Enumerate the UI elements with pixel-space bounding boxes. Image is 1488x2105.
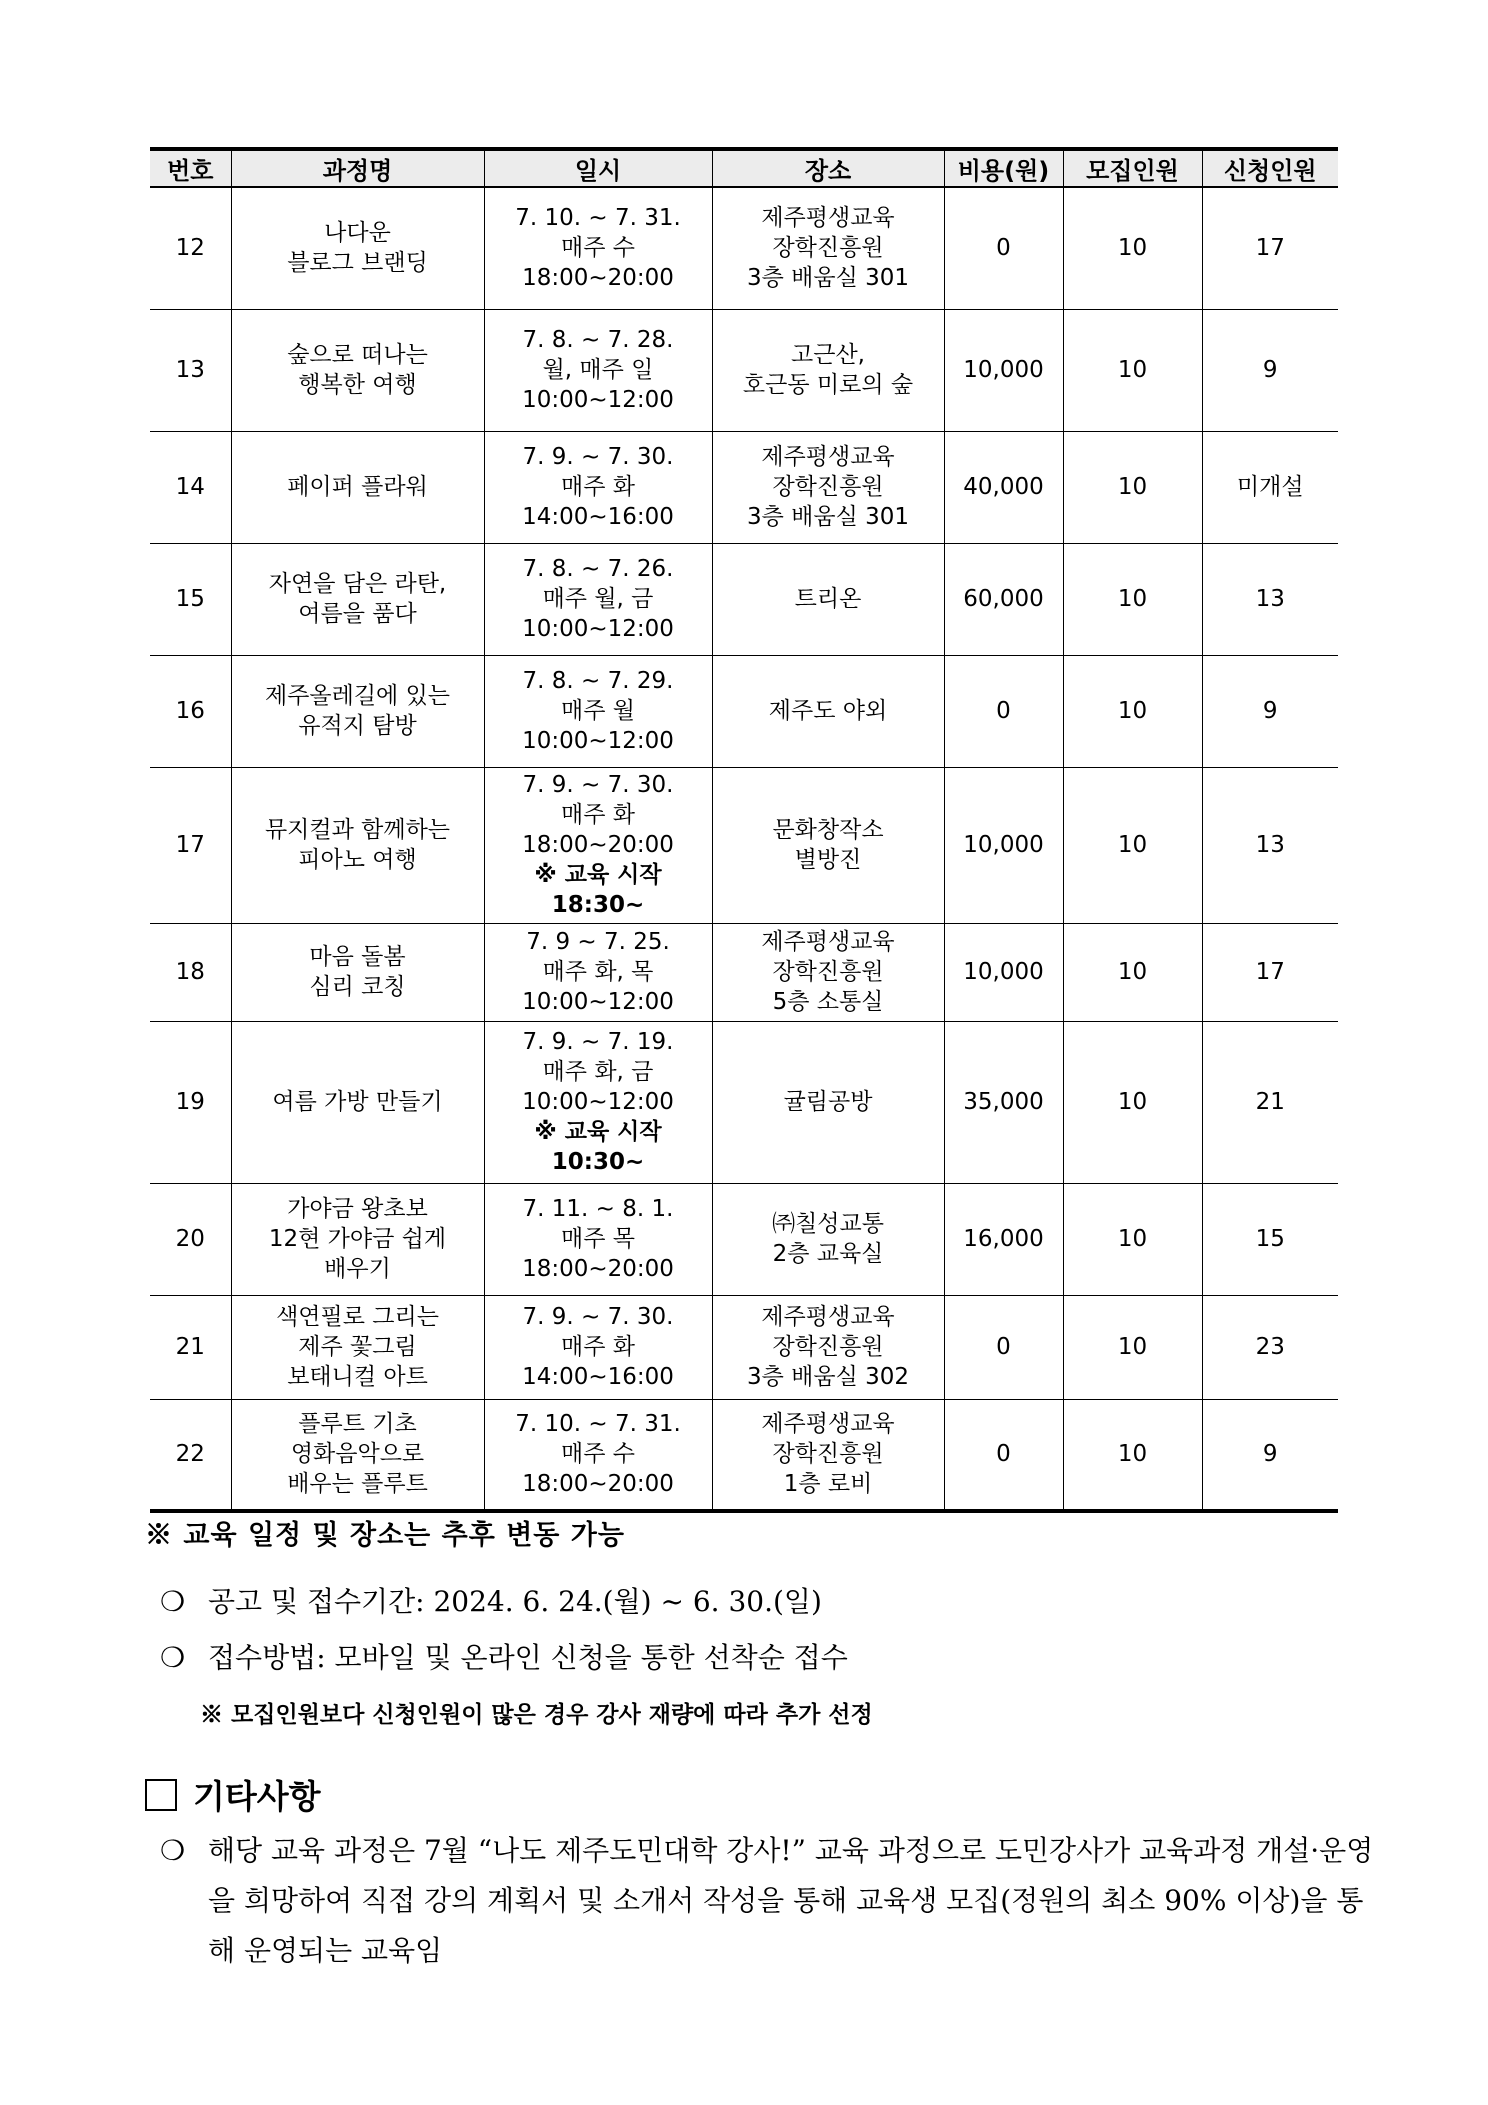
cell-place-line: 장학진흥원 — [772, 474, 884, 500]
cell-schedule-line: 18:00~20:00 — [522, 265, 674, 292]
cell-schedule-line: 10:00~12:00 — [522, 989, 674, 1015]
cell-cost: 0 — [944, 187, 1063, 309]
cell-course-name-line: 행복한 여행 — [298, 372, 417, 398]
cell-course-name — [231, 1399, 484, 1511]
cell-schedule — [484, 431, 712, 543]
checkbox-icon — [145, 1779, 177, 1811]
header-place: 장소 — [712, 149, 944, 187]
cell-schedule-line: 10:00~12:00 — [522, 616, 674, 642]
cell-cost: 40,000 — [944, 431, 1063, 543]
cell-course-name — [231, 543, 484, 655]
cell-course-name — [231, 655, 484, 767]
cell-applicants: 9 — [1202, 655, 1338, 767]
cell-schedule-line: 7. 10. ~ 7. 31. — [515, 1411, 681, 1438]
cell-schedule-line: 매주 월 — [561, 698, 635, 724]
cell-schedule-line: 14:00~16:00 — [522, 1364, 674, 1390]
cell-schedule-line: 18:00~20:00 — [522, 832, 674, 858]
cell-schedule-line: 14:00~16:00 — [522, 504, 674, 530]
cell-no: 12 — [150, 187, 231, 309]
cell-capacity: 10 — [1063, 309, 1202, 431]
cell-schedule-line: 7. 10. ~ 7. 31. — [515, 205, 681, 232]
cell-course-name-line: 영화음악으로 — [290, 1441, 425, 1468]
header-course-name: 과정명 — [231, 149, 484, 187]
cell-schedule-line: 7. 9 ~ 7. 25. — [526, 929, 670, 955]
cell-no: 20 — [150, 1183, 231, 1295]
cell-applicants: 15 — [1202, 1183, 1338, 1295]
cell-course-name-line: 보태니컬 아트 — [287, 1364, 428, 1390]
cell-place — [712, 431, 944, 543]
cell-place-line: 고근산, — [791, 342, 865, 368]
cell-capacity: 10 — [1063, 1183, 1202, 1295]
header-no: 번호 — [150, 149, 231, 187]
header-cost: 비용(원) — [944, 149, 1063, 187]
cell-schedule-line: 월, 매주 일 — [542, 357, 654, 383]
cell-course-name-line: 가야금 왕초보 — [287, 1196, 428, 1222]
cell-schedule-line: 7. 11. ~ 8. 1. — [522, 1196, 674, 1222]
method-note: ※ 모집인원보다 신청인원이 많은 경우 강사 재량에 따라 추가 선정 — [200, 1701, 873, 1728]
period-text: 공고 및 접수기간: 2024. 6. 24.(월) ~ 6. 30.(일) — [208, 1585, 822, 1618]
cell-course-name-line: 뮤지컬과 함께하는 — [264, 817, 451, 843]
cell-schedule-line: 매주 화, 목 — [542, 959, 654, 985]
cell-course-name — [231, 1183, 484, 1295]
cell-place-line: 제주평생교육 — [761, 205, 895, 232]
cell-course-name — [231, 187, 484, 309]
cell-schedule-line: 7. 9. ~ 7. 30. — [522, 772, 674, 798]
cell-place — [712, 309, 944, 431]
cell-course-name-line: 나다운 — [324, 220, 391, 247]
cell-schedule-line: 10:00~12:00 — [522, 728, 674, 754]
cell-place-line: 장학진흥원 — [772, 1334, 884, 1360]
cell-place-line: 1층 로비 — [783, 1471, 873, 1498]
cell-schedule-line: 7. 9. ~ 7. 30. — [522, 444, 674, 470]
table-row — [150, 431, 1338, 543]
bullet-icon: ❍ — [160, 1585, 186, 1618]
table-row — [150, 923, 1338, 1021]
method-text: 접수방법: 모바일 및 온라인 신청을 통한 선착순 접수 — [208, 1641, 848, 1674]
cell-no: 15 — [150, 543, 231, 655]
cell-place-line: 3층 배움실 301 — [746, 265, 910, 292]
cell-schedule — [484, 1295, 712, 1399]
cell-course-name-line: 마음 돌봄 — [309, 944, 406, 970]
cell-course-name-line: 자연을 담은 라탄, — [268, 571, 447, 597]
cell-no: 22 — [150, 1399, 231, 1511]
cell-no: 18 — [150, 923, 231, 1021]
schedule-start-note-line: ※ 교육 시작 — [534, 862, 662, 888]
cell-schedule-line: 7. 8. ~ 7. 28. — [522, 327, 674, 353]
cell-course-name-line: 12현 가야금 쉽게 — [268, 1226, 447, 1252]
cell-course-name-line: 페이퍼 플라워 — [287, 474, 428, 500]
cell-cost: 0 — [944, 1399, 1063, 1511]
cell-schedule-line: 매주 수 — [561, 235, 635, 262]
cell-no: 13 — [150, 309, 231, 431]
header-schedule: 일시 — [484, 149, 712, 187]
cell-cost: 16,000 — [944, 1183, 1063, 1295]
cell-schedule — [484, 1183, 712, 1295]
course-table — [150, 147, 1338, 1513]
cell-capacity: 10 — [1063, 543, 1202, 655]
cell-cost: 10,000 — [944, 309, 1063, 431]
cell-applicants: 미개설 — [1202, 431, 1338, 543]
cell-place — [712, 923, 944, 1021]
cell-capacity: 10 — [1063, 1399, 1202, 1511]
cell-schedule-line: 매주 수 — [561, 1441, 635, 1468]
cell-applicants: 23 — [1202, 1295, 1338, 1399]
table-header-row — [150, 149, 1338, 187]
cell-applicants: 9 — [1202, 1399, 1338, 1511]
header-applicants: 신청인원 — [1202, 149, 1338, 187]
cell-course-name-line: 색연필로 그리는 — [276, 1304, 439, 1330]
cell-applicants: 17 — [1202, 187, 1338, 309]
cell-course-name-line: 배우는 플루트 — [287, 1471, 428, 1498]
cell-course-name — [231, 309, 484, 431]
cell-schedule-line: 매주 화 — [561, 802, 635, 828]
cell-capacity: 10 — [1063, 431, 1202, 543]
cell-schedule-line: 매주 목 — [561, 1226, 635, 1252]
cell-course-name-line: 여름을 품다 — [298, 601, 417, 627]
cell-course-name — [231, 431, 484, 543]
cell-cost: 35,000 — [944, 1021, 1063, 1183]
cell-place-line: 장학진흥원 — [772, 959, 884, 985]
schedule-start-note-line: 18:30~ — [551, 892, 645, 918]
cell-place-line: 5층 소통실 — [772, 989, 884, 1015]
cell-applicants: 9 — [1202, 309, 1338, 431]
cell-place — [712, 655, 944, 767]
table-row — [150, 655, 1338, 767]
cell-schedule-line: 7. 8. ~ 7. 26. — [522, 556, 674, 582]
bullet-icon: ❍ — [160, 1641, 186, 1674]
cell-course-name-line: 제주올레길에 있는 — [264, 683, 451, 709]
cell-schedule-line: 18:00~20:00 — [522, 1256, 674, 1282]
cell-place-line: 장학진흥원 — [772, 235, 884, 262]
cell-capacity: 10 — [1063, 187, 1202, 309]
schedule-start-note-line: 10:30~ — [551, 1149, 645, 1175]
table-row — [150, 543, 1338, 655]
cell-place-line: 귤림공방 — [783, 1089, 873, 1115]
cell-cost: 0 — [944, 655, 1063, 767]
etc-section-title — [145, 1771, 321, 1818]
cell-capacity: 10 — [1063, 923, 1202, 1021]
cell-place-line: 2층 교육실 — [772, 1241, 884, 1267]
table-row — [150, 187, 1338, 309]
cell-place-line: 3층 배움실 301 — [746, 504, 910, 530]
cell-applicants: 21 — [1202, 1021, 1338, 1183]
etc-body-text: 해당 교육 과정은 7월 “나도 제주도민대학 강사!” 교육 과정으로 도민강사가 교육과정 개설·운영을 희망하여 직접 강의 계획서 및 소개서 작성을 통해 교육생 모집(정원의 최소 90% 이상)을 통해 운영되는 교육임 — [208, 1834, 1374, 1967]
cell-cost: 0 — [944, 1295, 1063, 1399]
cell-course-name-line: 숲으로 떠나는 — [287, 342, 428, 368]
cell-no: 21 — [150, 1295, 231, 1399]
etc-title-text: 기타사항 — [193, 1777, 321, 1816]
etc-paragraph — [160, 1826, 1390, 1976]
cell-course-name — [231, 923, 484, 1021]
cell-place-line: 3층 배움실 302 — [746, 1364, 910, 1390]
cell-place — [712, 1183, 944, 1295]
cell-course-name-line: 심리 코칭 — [309, 974, 406, 1000]
cell-schedule-line: 매주 화 — [561, 1334, 635, 1360]
cell-schedule — [484, 187, 712, 309]
cell-schedule — [484, 923, 712, 1021]
cell-place-line: 호근동 미로의 숲 — [742, 372, 914, 398]
cell-place-line: 문화창작소 — [772, 817, 884, 843]
table-row — [150, 1021, 1338, 1183]
method-item — [160, 1636, 848, 1676]
cell-place-line: 제주도 야외 — [768, 698, 888, 724]
cell-applicants: 17 — [1202, 923, 1338, 1021]
cell-schedule-line: 10:00~12:00 — [522, 1089, 674, 1115]
cell-place — [712, 1295, 944, 1399]
table-row — [150, 1295, 1338, 1399]
cell-course-name-line: 유적지 탐방 — [298, 713, 417, 739]
table-row — [150, 767, 1338, 923]
header-capacity: 모집인원 — [1063, 149, 1202, 187]
cell-schedule — [484, 1021, 712, 1183]
cell-schedule-line: 매주 화, 금 — [542, 1059, 654, 1085]
cell-course-name-line: 배우기 — [324, 1256, 391, 1282]
cell-place-line: 제주평생교육 — [761, 929, 895, 955]
cell-schedule — [484, 655, 712, 767]
cell-applicants: 13 — [1202, 543, 1338, 655]
cell-no: 16 — [150, 655, 231, 767]
cell-schedule-line: 18:00~20:00 — [522, 1471, 674, 1498]
cell-schedule-line: 7. 9. ~ 7. 19. — [522, 1029, 674, 1055]
cell-schedule-line: 7. 9. ~ 7. 30. — [522, 1304, 674, 1330]
cell-place-line: 별방진 — [794, 847, 862, 873]
cell-course-name-line: 여름 가방 만들기 — [272, 1089, 443, 1115]
cell-applicants: 13 — [1202, 767, 1338, 923]
cell-no: 14 — [150, 431, 231, 543]
cell-course-name-line: 제주 꽃그림 — [298, 1334, 417, 1360]
cell-capacity: 10 — [1063, 1021, 1202, 1183]
cell-place — [712, 187, 944, 309]
cell-course-name — [231, 1295, 484, 1399]
cell-capacity: 10 — [1063, 767, 1202, 923]
cell-place-line: 장학진흥원 — [772, 1441, 884, 1468]
schedule-change-note: ※ 교육 일정 및 장소는 추후 변동 가능 — [145, 1520, 625, 1551]
cell-place — [712, 543, 944, 655]
cell-schedule-line: 10:00~12:00 — [522, 387, 674, 413]
cell-schedule — [484, 543, 712, 655]
period-item — [160, 1580, 822, 1620]
cell-course-name — [231, 1021, 484, 1183]
cell-capacity: 10 — [1063, 655, 1202, 767]
cell-place-line: ㈜칠성교통 — [772, 1211, 884, 1237]
table-row — [150, 1183, 1338, 1295]
cell-cost: 10,000 — [944, 923, 1063, 1021]
table-row — [150, 309, 1338, 431]
cell-course-name-line: 플루트 기초 — [298, 1411, 417, 1438]
cell-no: 19 — [150, 1021, 231, 1183]
cell-capacity: 10 — [1063, 1295, 1202, 1399]
cell-cost: 10,000 — [944, 767, 1063, 923]
cell-course-name-line: 블로그 브랜딩 — [287, 250, 428, 277]
schedule-start-note-line: ※ 교육 시작 — [534, 1119, 662, 1145]
cell-place-line: 제주평생교육 — [761, 444, 895, 470]
table-row — [150, 1399, 1338, 1511]
cell-place — [712, 1021, 944, 1183]
cell-place-line: 트리온 — [794, 586, 862, 612]
cell-schedule-line: 매주 화 — [561, 474, 635, 500]
bullet-icon: ❍ — [160, 1834, 186, 1867]
cell-cost: 60,000 — [944, 543, 1063, 655]
course-table-body — [150, 187, 1338, 1511]
cell-place-line: 제주평생교육 — [761, 1304, 895, 1330]
cell-place — [712, 767, 944, 923]
cell-schedule-line: 매주 월, 금 — [542, 586, 654, 612]
cell-place-line: 제주평생교육 — [761, 1411, 895, 1438]
cell-schedule — [484, 1399, 712, 1511]
cell-schedule — [484, 767, 712, 923]
cell-no: 17 — [150, 767, 231, 923]
cell-place — [712, 1399, 944, 1511]
cell-course-name — [231, 767, 484, 923]
cell-schedule — [484, 309, 712, 431]
cell-course-name-line: 피아노 여행 — [298, 847, 417, 873]
cell-schedule-line: 7. 8. ~ 7. 29. — [522, 668, 674, 694]
